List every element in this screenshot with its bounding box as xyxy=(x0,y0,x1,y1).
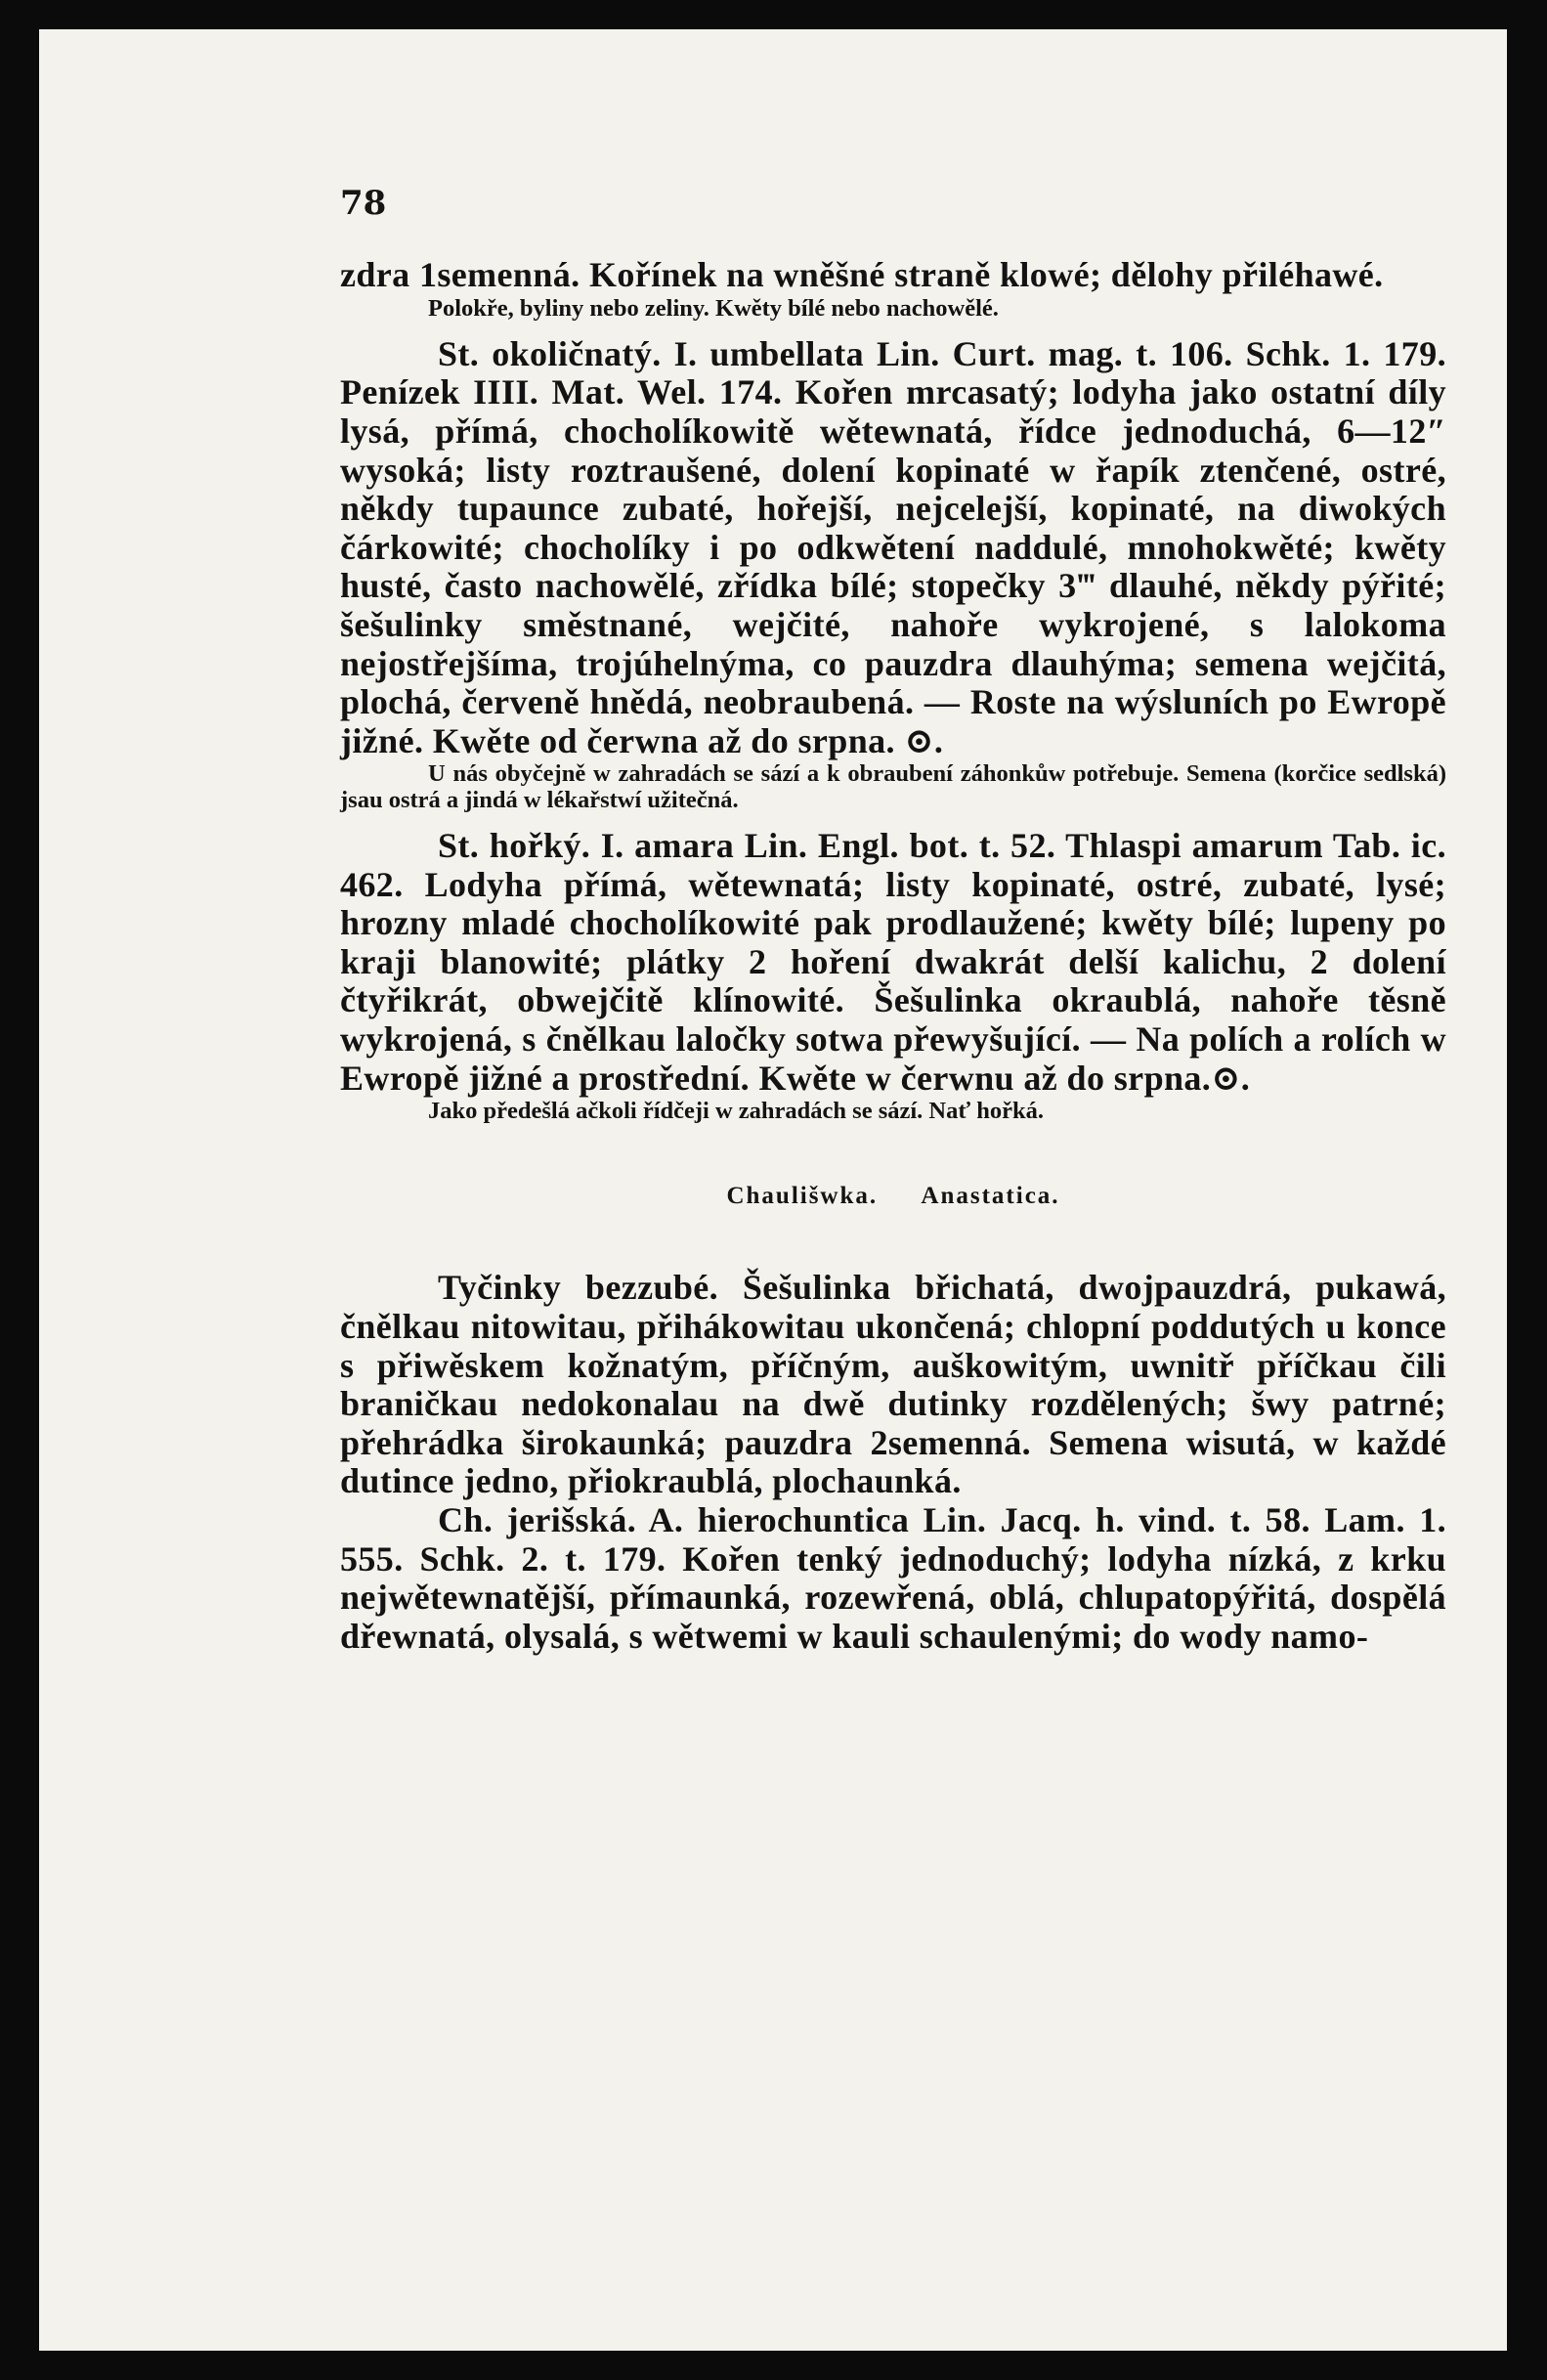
note-genus-description: Polokře, byliny nebo zeliny. Kwěty bílé nebo nachowělé. xyxy=(428,294,999,322)
note-umbellata-use: U nás obyčejně w zahradách se sází a k obraubení záhonkůw potřebuje. Semena (korčice sedlská) jsau ostrá a jindá w lékařstwí užitečná. xyxy=(340,760,1446,813)
genus-heading xyxy=(340,1183,1446,1210)
text-column xyxy=(340,256,1446,1656)
page-number: 78 xyxy=(340,184,387,223)
book-page xyxy=(39,29,1507,2351)
paragraph-continuation: zdra 1semenná. Kořínek na wněšné straně klowé; dělohy přiléhawé. xyxy=(340,255,1384,294)
entry-umbellata: St. okoličnatý. I. umbellata Lin. Curt. mag. t. 106. Schk. 1. 179. Penízek IIII. Mat. Wel. 174. Kořen mrcasatý; lodyha jako ostatní díly lysá, přímá, chocholíkowitě wětewnatá, řídce jednoduchá, 6—12″ wysoká; listy roztraušené, dolení kopinaté w řapík ztenčené, ostré, někdy tupaunce zubaté, hořejší, nejcelejší, kopinaté, na diwokých čárkowité; chocholíky i po odkwětení naddulé, mnohokwěté; kwěty husté, často nachowělé, zřídka bílé; stopečky 3‴ dlauhé, někdy pýřité; šešulinky směstnané, wejčité, nahoře wykrojené, s lalokoma nejostřejšíma, trojúhelnýma, co pauzdra dlauhýma; semena wejčitá, plochá, červeně hnědá, neobraubená. — Roste na wýsluních po Ewropě jižné. Kwěte od čerwna až do srpna. ⊙. xyxy=(340,333,1446,760)
entry-amara: St. hořký. I. amara Lin. Engl. bot. t. 52. Thlaspi amarum Tab. ic. 462. Lodyha přímá, wětewnatá; listy kopinaté, ostré, zubaté, lysé; hrozny mladé chocholíkowité pak prodlaužené; kwěty bílé; lupeny po kraji blanowité; plátky 2 hoření dwakrát delší kalichu, 2 dolení čtyřikrát, obwejčitě klínowité. Šešulinka okraublá, nahoře těsně wykrojená, s čnělkau laločky sotwa přewyšující. — Na polích a rolích w Ewropě jižné a prostřední. Kwěte w čerwnu až do srpna.⊙. xyxy=(340,826,1446,1098)
note-amara-use: Jako předešlá ačkoli řídčeji w zahradách se sází. Nať hořká. xyxy=(428,1098,1045,1125)
entry-hierochuntica: Ch. jerišská. A. hierochuntica Lin. Jacq. h. vind. t. 58. Lam. 1. 555. Schk. 2. t. 179. Kořen tenký jednoduchý; lodyha nízká, z krku nejwětewnatější, přímaunká, rozewřená, oblá, chlupatopýřitá, dospělá dřewnatá, olysalá, s wětwemi w kauli schaulenými; do wody namo- xyxy=(340,1500,1446,1656)
genus-name-latin: Anastatica. xyxy=(921,1183,1060,1210)
genus-name-czech: Chaulišwka. xyxy=(726,1183,879,1210)
genus-description: Tyčinky bezzubé. Šešulinka břichatá, dwojpauzdrá, pukawá, čnělkau nitowitau, přihákowitau ukončená; chlopní poddutých u konce s přiwěskem kožnatým, příčným, auškowitým, uwnitř příčkau čili braničkau nedokonalau na dwě dutinky rozdělených; šwy patrné; přehrádka širokaunká; pauzdra 2semenná. Semena wisutá, w každé dutince jedno, přiokraublá, plochaunká. xyxy=(340,1268,1446,1501)
